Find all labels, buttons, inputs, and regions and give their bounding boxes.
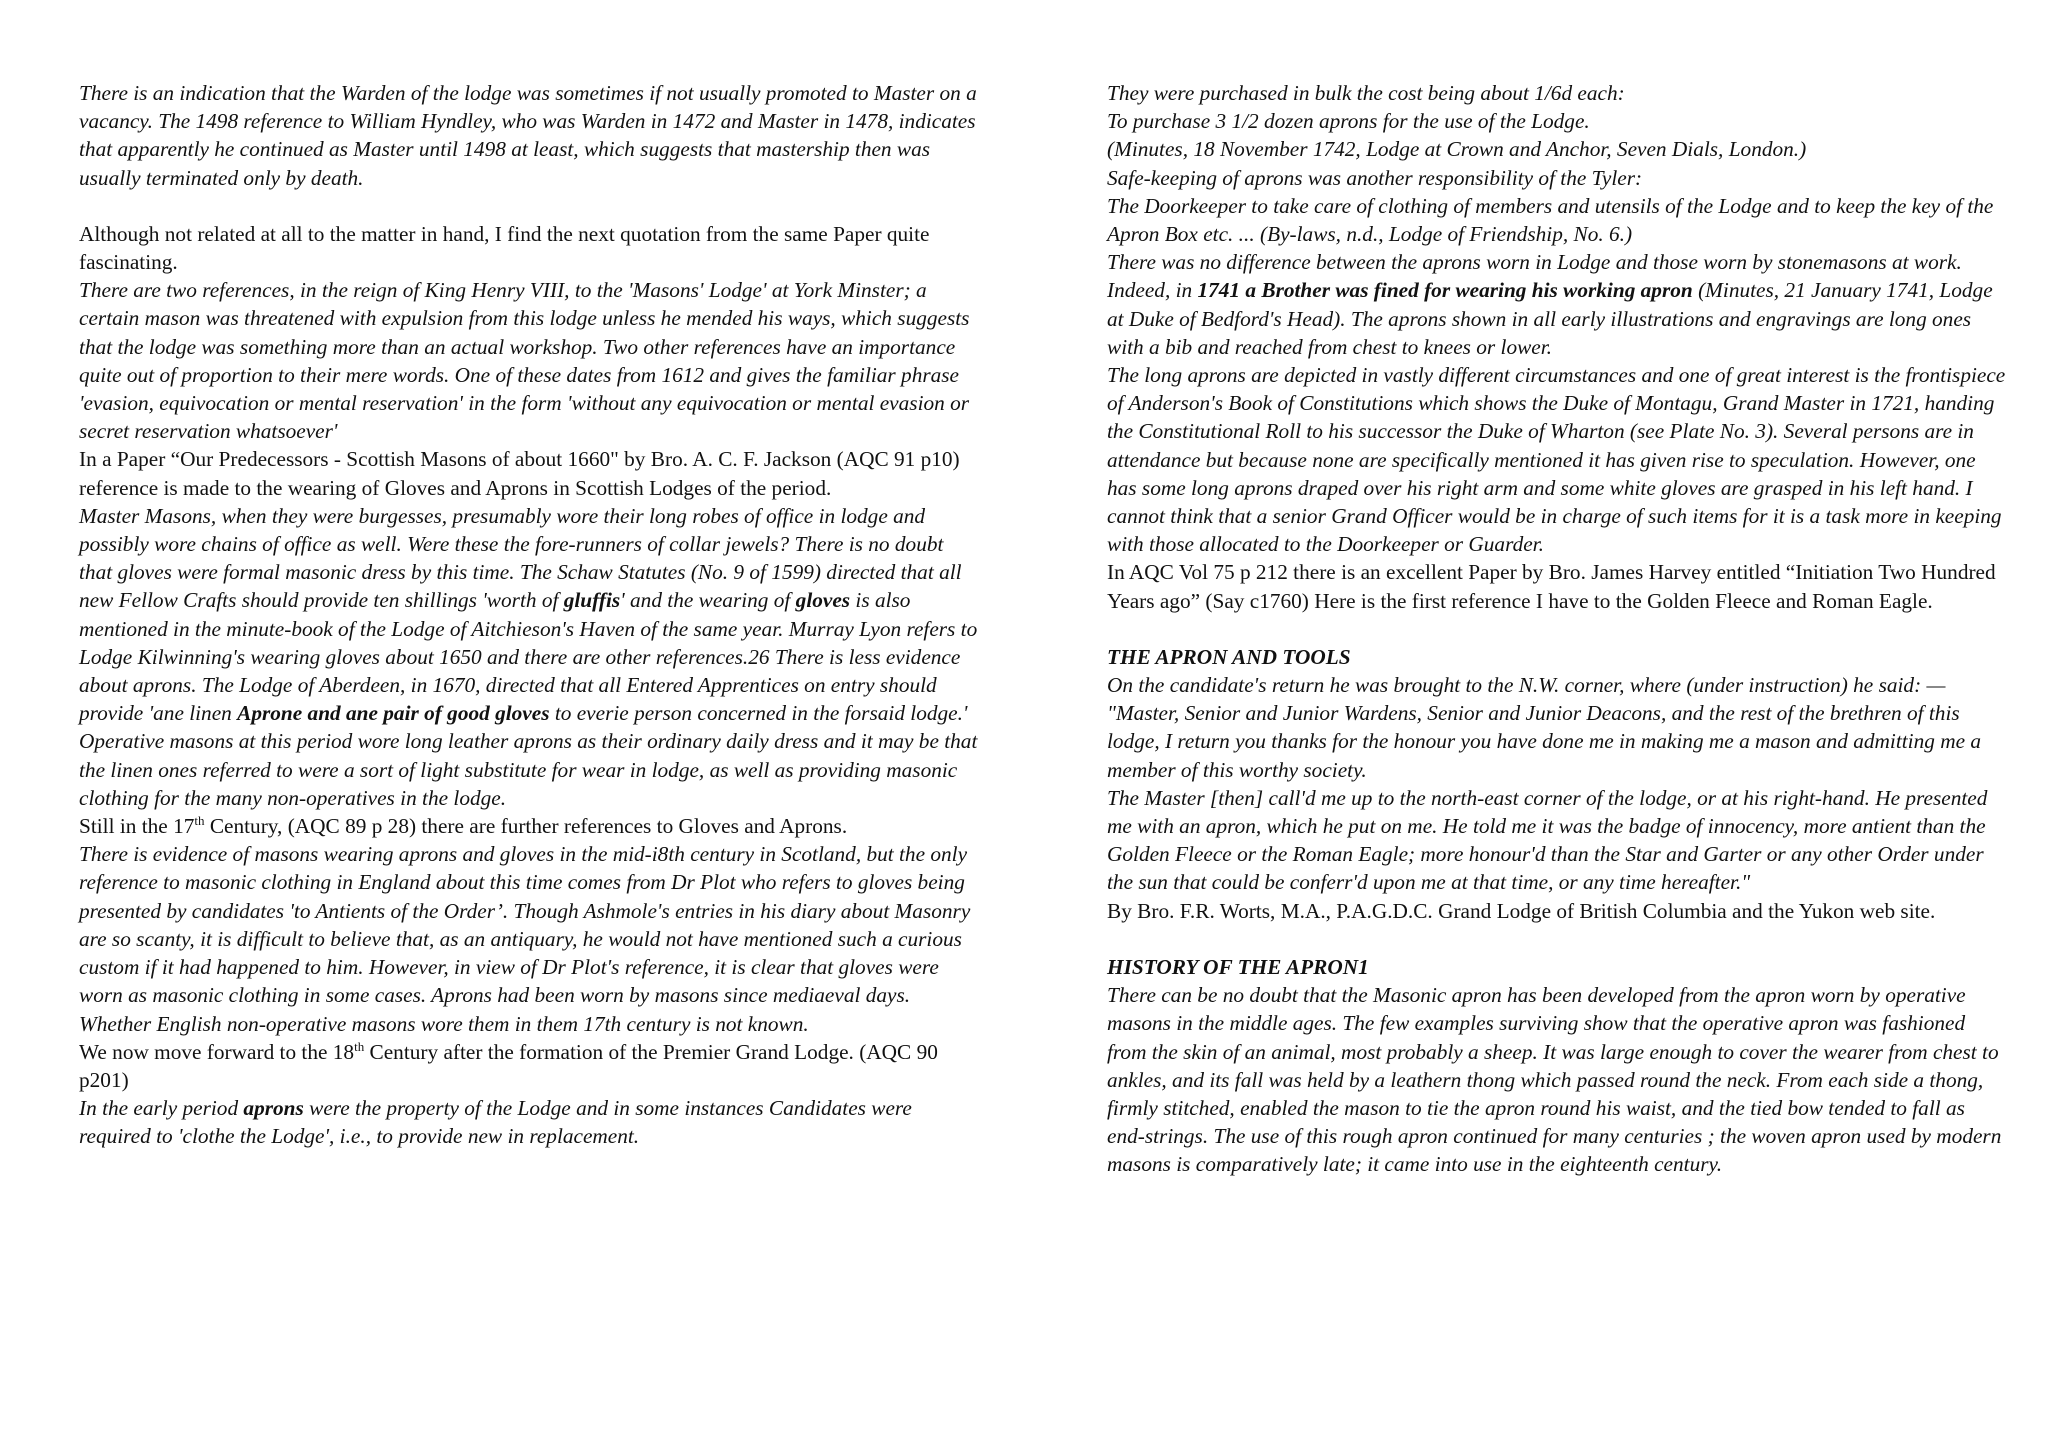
paragraph-jackson-paper: In a Paper “Our Predecessors - Scottish Masons of about 1660" by Bro. A. C. F. Jackson (AQC 91 p10) reference is made to the wearing of Gloves and Aprons in Scottish Lodges of the period. (79, 447, 960, 500)
paragraph-aqc-vol-75: In AQC Vol 75 p 212 there is an excellent Paper by Bro. James Harvey entitled “Initiation Two Hundred Years ago” (Say c1760) Here is the first reference I have to the Golden Fleece and Roman Eagle. (1107, 560, 1996, 613)
superscript: th (194, 812, 205, 828)
paragraph-no-difference (1107, 248, 2007, 361)
paragraph-long-aprons: The long aprons are depicted in vastly different circumstances and one of great interest is the frontispiece of Anderson's Book of Constitutions which shows the Duke of Montagu, Grand Master in 1721, handing the Constitutional Roll to his successor the Duke of Wharton (see Plate No. 3). Several persons are in attendance but because none are specifically mentioned it has given rise to speculation. However, one has some long aprons draped over his right arm and some white gloves are grasped in his left hand. I cannot think that a senior Grand Officer would be in charge of such items for it is a task more in keeping with those allocated to the Doorkeeper or Guarder. (1107, 363, 2006, 557)
text-run: Still in the 17 (79, 814, 195, 839)
paragraph-spacer (1107, 925, 2007, 953)
paragraph-spacer (79, 192, 979, 220)
paragraph-doorkeeper: The Doorkeeper to take care of clothing of members and utensils of the Lodge and to keep the key of the Apron Box etc. ... (By-laws, n.d., Lodge of Friendship, No. 6.) (1107, 193, 1994, 247)
paragraph-candidates-return: On the candidate's return he was brought to the N.W. corner, where (under instruction) he said: — (1107, 673, 1946, 698)
text-run: is also mentioned in the minute-book of the Lodge of Aitchieson's Haven of the same year. Murray Lyon refers to Lodge Kilwinning's wearing gloves about 1650 and there are other references.26 There is less evidence about aprons. The Lodge of Aberdeen, in 1670, directed that all Entered Apprentices on entry should provide 'ane linen (79, 588, 978, 726)
paragraph-evidence-aprons-gloves: There is evidence of masons wearing aprons and gloves in the mid-i8th century in Scotland, but the only reference to masonic clothing in England about this time comes from Dr Plot who refers to gloves being presented by candidates 'to Antients of the Order’. Though Ashmole's entries in his diary about Masonry are so scanty, it is difficult to believe that, as an antiquary, he would not have mentioned such a curious custom if it had happened to him. However, in view of Dr Plot's reference, it is clear that gloves were worn as masonic clothing in some cases. Aprons had been worn by masons since mediaeval days. Whether English non-operative masons wore them in them 17th century is not known. (79, 842, 971, 1036)
text-run: There was no difference between the aprons worn in Lodge and those worn by stonemasons at work. Indeed, in (1107, 250, 1962, 303)
paragraph-attribution: By Bro. F.R. Worts, M.A., P.A.G.D.C. Grand Lodge of British Columbia and the Yukon web site. (1107, 898, 1936, 923)
bold-gloves: gloves (795, 588, 851, 613)
paragraph-warden: There is an indication that the Warden of the lodge was sometimes if not usually promoted to Master on a vacancy. The 1498 reference to William Hyndley, who was Warden in 1472 and Master in 1478, indicates that apparently he continued as Master until 1498 at least, which suggests that mastership then was usually terminated only by death. (79, 81, 977, 190)
line-purchase-aprons: To purchase 3 1/2 dozen aprons for the use of the Lodge. (1107, 109, 1590, 134)
paragraph-early-period (79, 1094, 979, 1150)
text-run: ' and the wearing of (620, 588, 796, 613)
text-run: Century after the formation of the Premier Grand Lodge. (AQC 90 p201) (79, 1039, 938, 1092)
text-run: Master Masons, when they were burgesses, presumably wore their long robes of office in lodge and possibly wore chains of office as well. Were these the fore-runners of collar jewels? There is no doubt that gloves were formal masonic dress by this time. The Schaw Statutes (No. 9 of 1599) directed that all new Fellow Crafts should provide ten shillings 'worth of (79, 503, 962, 613)
text-run: We now move forward to the 18 (79, 1039, 355, 1064)
paragraph-master-masons (79, 502, 979, 812)
paragraph-history-apron: There can be no doubt that the Masonic apron has been developed from the apron worn by operative masons in the middle ages. The few examples surviving show that the operative apron was fashioned from the skin of an animal, most probably a sheep. It was large enough to cover the wearer from chest to ankles, and its fall was held by a leathern thong which passed round the neck. From each side a thong, firmly stitched, enabled the mason to tie the apron round his waist, and the tied bow tended to fall as end-strings. The use of this rough apron continued for many centuries ; the woven apron used by modern masons is comparatively late; it came into use in the eighteenth century. (1107, 983, 2002, 1177)
right-page-column (1107, 79, 2007, 1179)
paragraph-17th-century (79, 812, 979, 840)
bold-aprone-gloves: Aprone and ane pair of good gloves (237, 701, 550, 726)
text-run: were the property of the Lodge and in some instances Candidates were required to 'clothe the Lodge', i.e., to provide new in replacement. (79, 1096, 912, 1149)
left-page-column (79, 79, 979, 1151)
line-purchased-bulk: They were purchased in bulk the cost being about 1/6d each: (1107, 81, 1625, 105)
line-minutes-1742: (Minutes, 18 November 1742, Lodge at Crown and Anchor, Seven Dials, London.) (1107, 137, 1807, 162)
paragraph-spacer (1107, 615, 2007, 643)
paragraph-york-minster: There are two references, in the reign of King Henry VIII, to the 'Masons' Lodge' at York Minster; a certain mason was threatened with expulsion from this lodge unless he mended his ways, which suggests that the lodge was something more than an actual workshop. Two other references have an importance quite out of proportion to their mere words. One of these dates from 1612 and gives the familiar phrase 'evasion, equivocation or mental reservation' in the form 'without any equivocation or mental evasion or secret reservation whatsoever' (79, 278, 970, 444)
paragraph-master-wardens-quote: "Master, Senior and Junior Wardens, Senior and Junior Deacons, and the rest of the brethren of this lodge, I return you thanks for the honour you have done me in making me a mason and admitting me a member of this worthy society. (1107, 701, 1982, 782)
superscript: th (354, 1038, 365, 1054)
text-run: In the early period (79, 1096, 244, 1121)
heading-history-of-apron: HISTORY OF THE APRON1 (1107, 954, 1369, 979)
text-run: to everie person concerned in the forsaid lodge.' Operative masons at this period wore long leather aprons as their ordinary daily dress and it may be that the linen ones referred to were a sort of light substitute for wear in lodge, as well as providing masonic clothing for the many non-operatives in the lodge. (79, 701, 978, 810)
paragraph-18th-century (79, 1038, 979, 1094)
bold-aprons: aprons (243, 1096, 304, 1121)
paragraph-master-called: The Master [then] call'd me up to the north-east corner of the lodge, or at his right-hand. He presented me with an apron, which he put on me. He told me it was the badge of innocency, more antient than the Golden Fleece or the Roman Eagle; more honour'd than the Star and Garter or any other Order under the sun that could be conferr'd upon me at that time, or any time hereafter." (1107, 785, 1988, 895)
text-run: Century, (AQC 89 p 28) there are further references to Gloves and Aprons. (204, 814, 848, 839)
heading-apron-and-tools: THE APRON AND TOOLS (1107, 644, 1351, 669)
bold-brother-fined: 1741 a Brother was fined for wearing his working apron (1197, 278, 1693, 303)
line-safe-keeping: Safe-keeping of aprons was another responsibility of the Tyler: (1107, 165, 1643, 190)
paragraph-intro-quotation: Although not related at all to the matter in hand, I find the next quotation from the same Paper quite fascinating. (79, 221, 930, 275)
text-run: (Minutes, 21 January 1741, Lodge at Duke of Bedford's Head). The aprons shown in all early illustrations and engravings are long ones with a bib and reached from chest to knees or lower. (1107, 278, 1993, 359)
bold-gluffis: gluffis (563, 588, 621, 613)
